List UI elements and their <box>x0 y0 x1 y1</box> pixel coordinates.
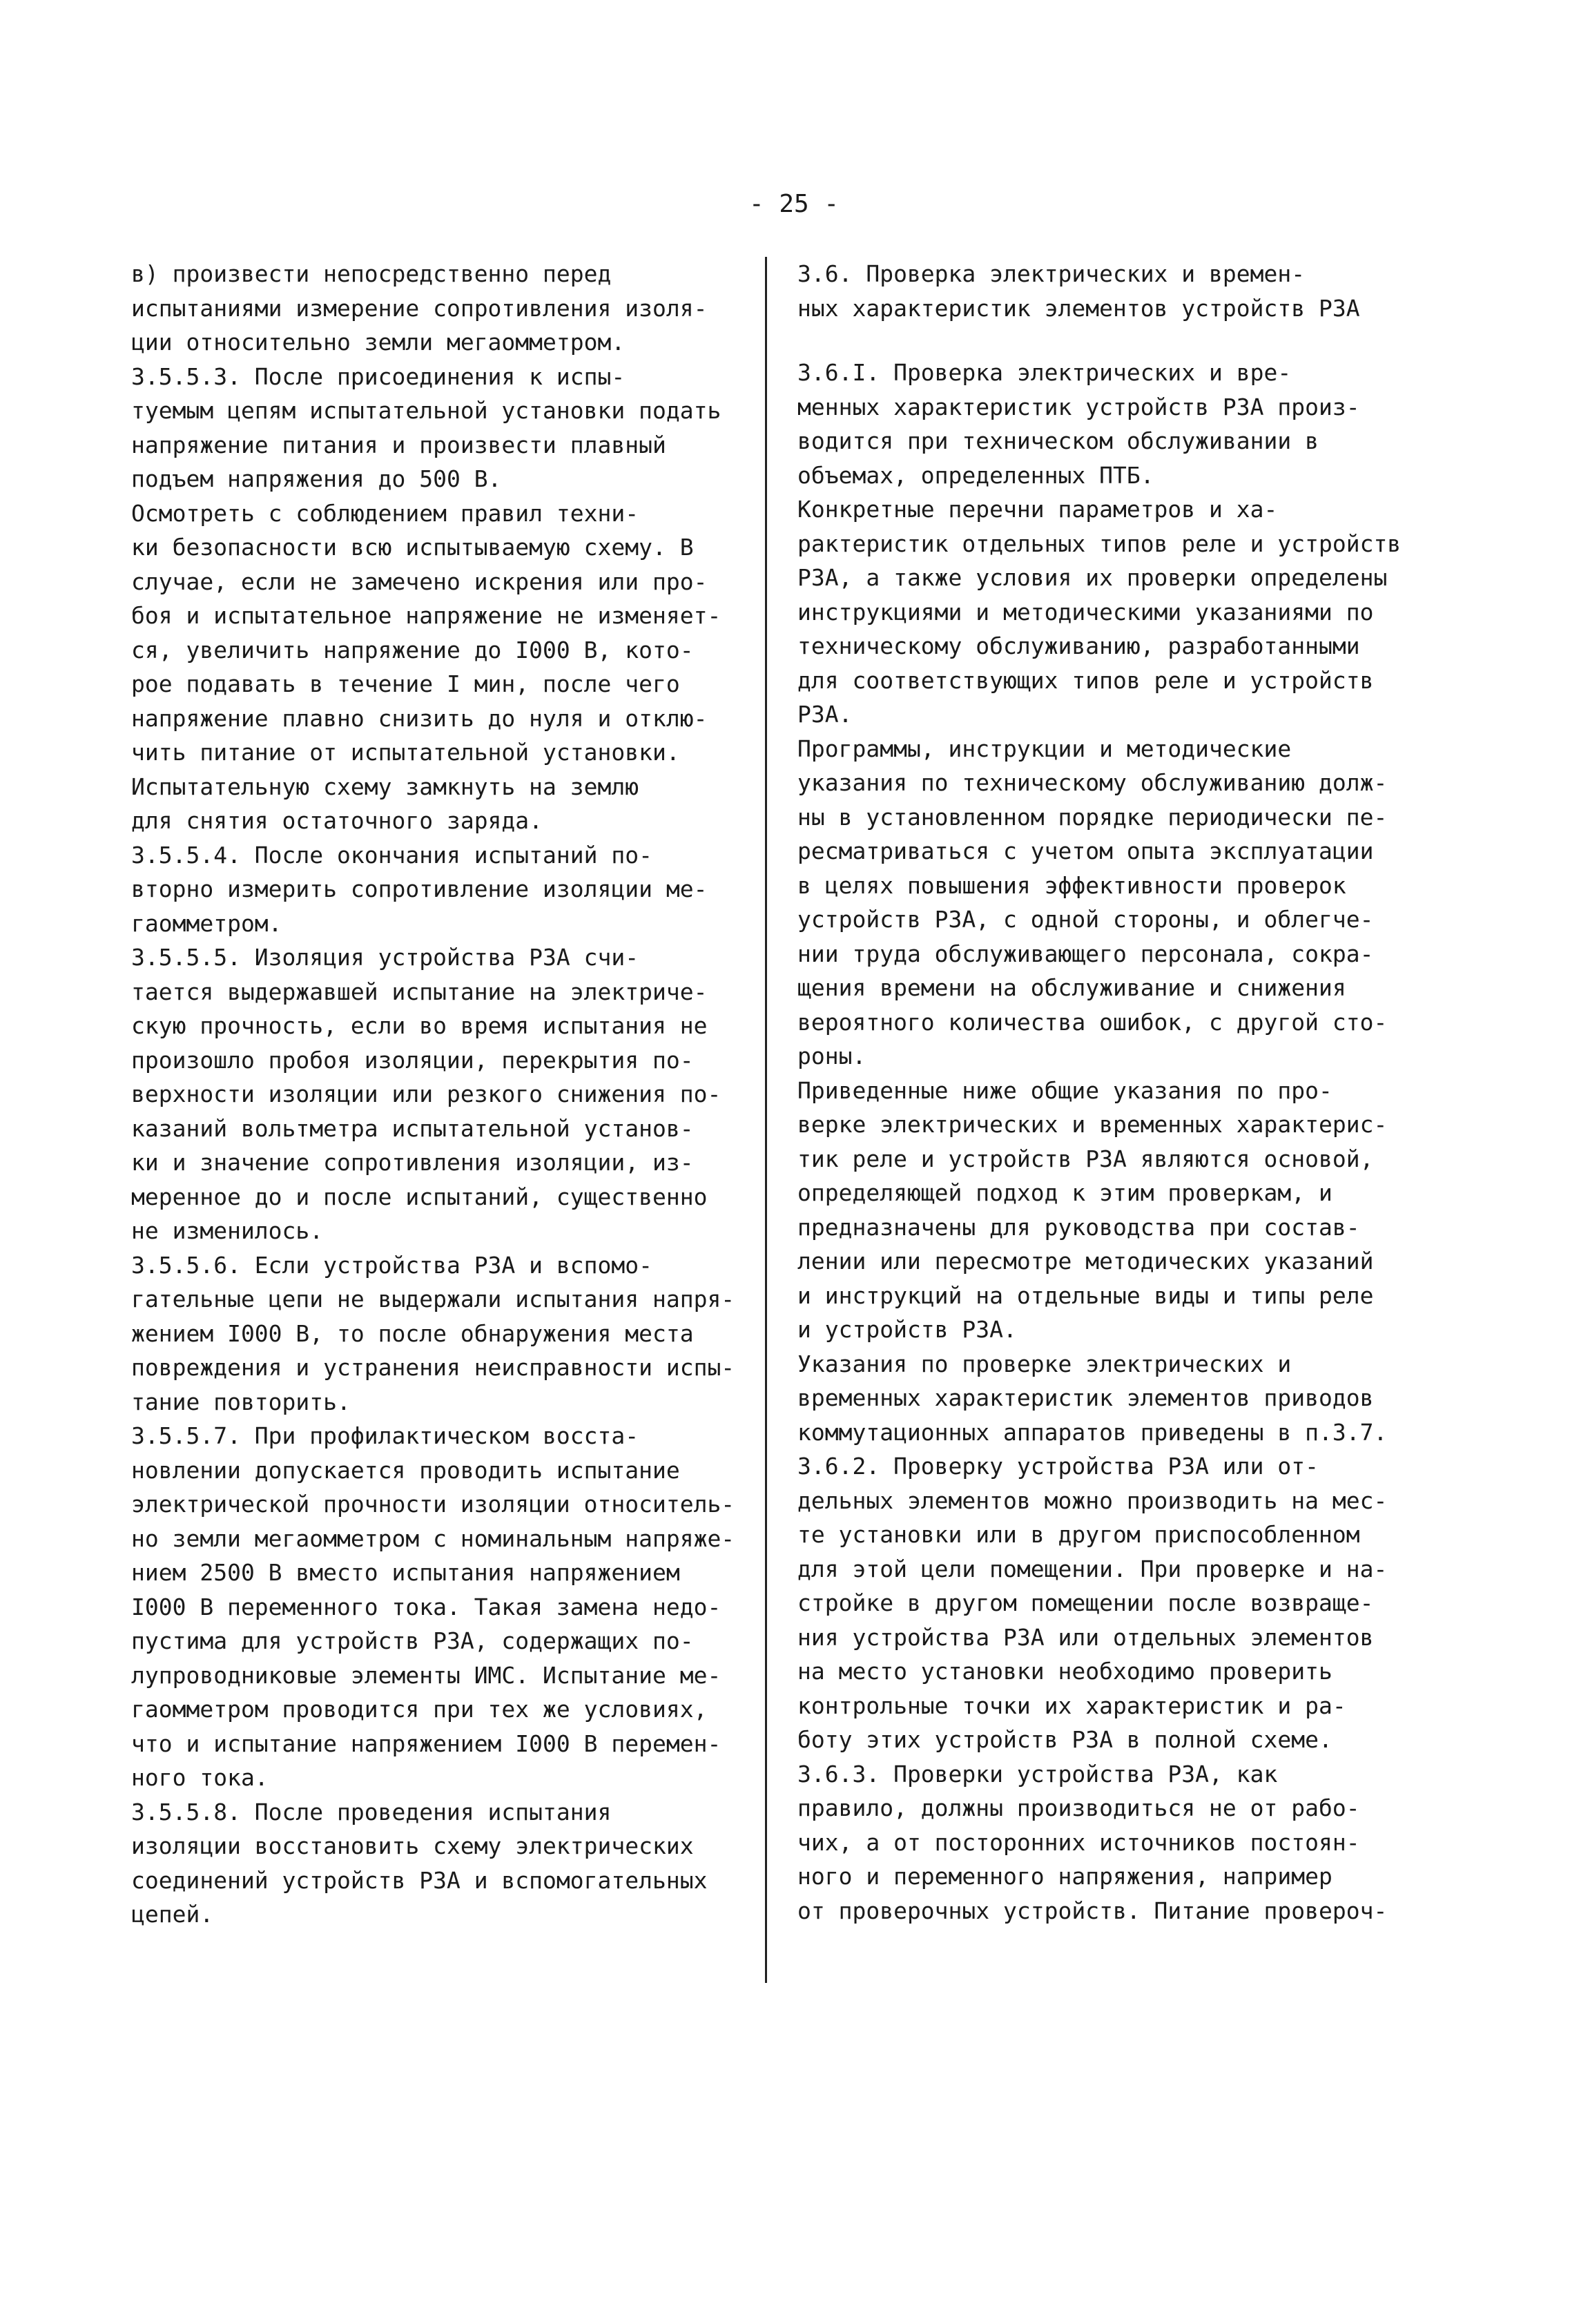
paragraph-ground-scheme: Испытательную схему замкнуть на землю для снятия остаточного заряда. <box>131 773 639 834</box>
paragraph-3-6-2: 3.6.2. Проверку устройства РЗА или от- дельных элементов можно производить на мес- те установки или в другом приспособленном для этой цели помещении. При проверке и на- стройке в другом помещении после возвраще- ния устройства РЗА или отдельных элементов на место установки необходимо проверить контрольные точки их характеристик и ра- боту этих устройств РЗА в полной схеме. <box>797 1453 1388 1753</box>
paragraph-drive-instructions: Указания по проверке электрических и временных характеристик элементов приводов коммутационных аппаратов приведены в п.3.7. <box>797 1350 1388 1446</box>
paragraph-3-5-5-7: 3.5.5.7. При профилактическом восста- новлении допускается проводить испытание электрической прочности изоляции относитель- но земли мегаомметром с номинальным напряже- нием 2500 В вместо испытания напряжением I000 В переменного тока. Такая замена недо- пустима для устройств РЗА, содержащих по- лупроводниковые элементы ИМС. Испытание ме- гаомметром проводится при тех же условиях, что и испытание напряжением I000 В перемен- ного тока. <box>131 1422 735 1791</box>
paragraph-general-instructions: Приведенные ниже общие указания по про- верке электрических и временных характерис- тик реле и устройств РЗА являются основой, определяющей подход к этим проверкам, и предназначены для руководства при состав- лении или пересмотре методических указаний и инструкций на отдельные виды и типы реле и устройств РЗА. <box>797 1076 1388 1343</box>
paragraph-3-5-5-6: 3.5.5.6. Если устройства РЗА и вспомо- гательные цепи не выдержали испытания напря- жением I000 В, то после обнаружения места повреждения и устранения неисправности испы- тание повторить. <box>131 1251 735 1415</box>
section-title-3-6: 3.6. Проверка электрических и времен- ных характеристик элементов устройств РЗА <box>797 260 1360 322</box>
paragraph-inspect-scheme: Осмотреть с соблюдением правил техни- ки безопасности всю испытываемую схему. В случае, если не замечено искрения или про- боя и испытательное напряжение не изменяет- ся, увеличить напряжение до I000 В, кото- рое подавать в течение I мин, после чего напряжение плавно снизить до нуля и отклю- чить питание от испытательной установки. <box>131 499 721 766</box>
paragraph-3-5-5-8: 3.5.5.8. После проведения испытания изоляции восстановить схему электрических соединений устройств РЗА и вспомогательных цепей. <box>131 1798 708 1928</box>
paragraph-item-v: в) произвести непосредственно перед испытаниями измерение сопротивления изоля- ции относительно земли мегаомметром. <box>131 260 708 356</box>
page-number: - 25 - <box>748 190 840 218</box>
right-column <box>797 257 1443 1928</box>
left-column <box>131 257 742 1932</box>
paragraph-3-5-5-5: 3.5.5.5. Изоляция устройства РЗА счи- тается выдержавшей испытание на электриче- скую прочность, если во время испытания не произошло пробоя изоляции, перекрытия по- верхности изоляции или резкого снижения по- казаний вольтметра испытательной установ- ки и значение сопротивления изоляции, из- меренное до и после испытаний, существенно не изменилось. <box>131 944 721 1244</box>
paragraph-programs: Программы, инструкции и методические указания по техническому обслуживанию долж- ны в установленном порядке периодически пе- ресматриваться с учетом опыта эксплуатации в целях повышения эффективности проверок устройств РЗА, с одной стороны, и облегче- нии труда обслуживающего персонала, сокра- щения времени на обслуживание и снижения вероятного количества ошибок, с другой сто- роны. <box>797 735 1388 1069</box>
paragraph-3-6-3: 3.6.3. Проверки устройства РЗА, как правило, должны производиться не от рабо- чих, а от посторонних источников постоян- ного и переменного напряжения, например от проверочных устройств. Питание провероч- <box>797 1760 1388 1924</box>
paragraph-3-6-1: 3.6.I. Проверка электрических и вре- менных характеристик устройств РЗА произ- водится при техническом обслуживании в объемах, определенных ПТБ. <box>797 359 1360 489</box>
column-divider <box>765 257 767 1983</box>
paragraph-3-5-5-4: 3.5.5.4. После окончания испытаний по- вторно измерить сопротивление изоляции ме- гаомметром. <box>131 841 708 937</box>
paragraph-3-5-5-3: 3.5.5.3. После присоединения к испы- туемым цепям испытательной установки подать напряжение питания и произвести плавный подъем напряжения до 500 В. <box>131 362 721 492</box>
paragraph-specific-lists: Конкретные перечни параметров и ха- рактеристик отдельных типов реле и устройств РЗА, а также условия их проверки определены инструкциями и методическими указаниями по техническому обслуживанию, разработанными для соответствующих типов реле и устройств РЗА. <box>797 496 1402 728</box>
